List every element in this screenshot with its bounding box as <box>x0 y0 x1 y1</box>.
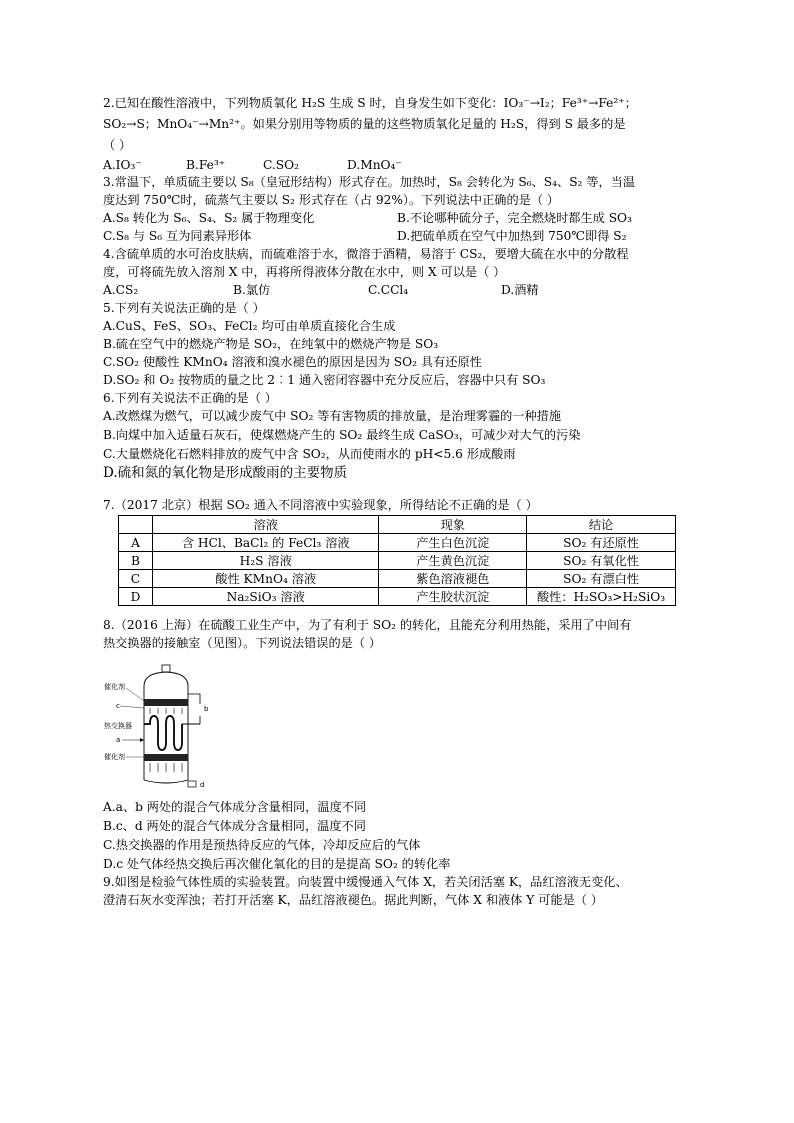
table-row <box>119 588 676 606</box>
q4-stem-line2: 度，可将硫先放入溶剂 X 中，再将所得液体分散在水中，则 X 可以是（ ） <box>103 265 506 279</box>
q8-option-c: C.热交换器的作用是预热待反应的气体，冷却反应后的气体 <box>103 838 421 852</box>
q6-option-c: C.大量燃烧化石燃料排放的废气中含 SO₂，从而使雨水的 pH<5.6 形成酸雨 <box>103 447 516 461</box>
q7-header-conclusion: 结论 <box>527 516 676 534</box>
table-cell: D <box>119 588 153 606</box>
q9-stem-line2: 澄清石灰水变浑浊；若打开活塞 K，品红溶液褪色。据此判断，气体 X 和液体 Y 可能是（ ） <box>103 893 604 907</box>
q9-stem-line1: 9.如图是检验气体性质的实验装置。向装置中缓慢通入气体 X，若关闭活塞 K，品红溶液无变化、 <box>103 875 628 889</box>
q4-option-d: D.酒精 <box>501 283 539 297</box>
q3-option-c: C.S₈ 与 S₆ 互为同素异形体 <box>103 229 252 243</box>
label-catalyst-top: 催化剂 <box>104 683 125 691</box>
q6-option-d: D.硫和氮的氧化物是形成酸雨的主要物质 <box>103 465 348 481</box>
q3-stem-line1: 3.常温下，单质硫主要以 S₈（皇冠形结构）形式存在。加热时，S₈ 会转化为 S₆、S₄、S₂ 等，当温 <box>103 175 636 189</box>
q5-option-c: C.SO₂ 使酸性 KMnO₄ 溶液和溴水褪色的原因是因为 SO₂ 具有还原性 <box>103 355 482 369</box>
q3-option-a: A.S₈ 转化为 S₆、S₄、S₂ 属于物理变化 <box>103 211 315 225</box>
table-cell: H₂S 溶液 <box>152 552 379 570</box>
table-cell: SO₂ 有氧化性 <box>527 552 676 570</box>
label-b: b <box>204 705 209 713</box>
label-d: d <box>200 781 205 789</box>
q2-stem-line1: 2.已知在酸性溶液中，下列物质氧化 H₂S 生成 S 时，自身发生如下变化：IO₃⁻→I₂；Fe³⁺→Fe²⁺； <box>103 96 637 110</box>
label-heat-exchanger: 热交换器 <box>104 722 132 730</box>
table-cell: 含 HCl、BaCl₂ 的 FeCl₃ 溶液 <box>152 534 379 552</box>
q5-option-b: B.硫在空气中的燃烧产物是 SO₂，在纯氧中的燃烧产物是 SO₃ <box>103 337 439 351</box>
q4-stem-line1: 4.含硫单质的水可治皮肤病，而硫难溶于水，微溶于酒精，易溶于 CS₂，要增大硫在水中的分散程 <box>103 247 629 261</box>
label-c: c <box>116 702 120 710</box>
q4-option-c: C.CCl₄ <box>368 283 409 297</box>
label-a: a <box>116 736 121 744</box>
table-cell: 酸性 KMnO₄ 溶液 <box>152 570 379 588</box>
q5-option-a: A.CuS、FeS、SO₃、FeCl₂ 均可由单质直接化合生成 <box>103 319 396 333</box>
q7-stem: 7.（2017 北京）根据 SO₂ 通入不同溶液中实验现象，所得结论不正确的是（ ） <box>103 498 538 512</box>
q7-header-phenomenon: 现象 <box>379 516 527 534</box>
table-cell: A <box>119 534 153 552</box>
q2-option-c: C.SO₂ <box>263 158 299 172</box>
q4-option-a: A.CS₂ <box>103 283 139 297</box>
q8-stem-line2: 热交换器的接触室（见图）。下列说法错误的是（ ） <box>103 636 382 650</box>
q5-stem: 5.下列有关说法正确的是（ ） <box>103 301 265 315</box>
table-cell: 产生胶状沉淀 <box>379 588 527 606</box>
q6-option-a: A.改燃煤为燃气，可以减少废气中 SO₂ 等有害物质的排放量，是治理雾霾的一种措施 <box>103 409 562 423</box>
q2-option-a: A.IO₃⁻ <box>103 158 142 172</box>
q8-option-a: A.a、b 两处的混合气体成分含量相同，温度不同 <box>103 800 367 814</box>
q2-answer-paren: （ ） <box>103 138 132 152</box>
table-row <box>119 570 676 588</box>
table-cell: SO₂ 有还原性 <box>527 534 676 552</box>
q3-stem-line2: 度达到 750℃时，硫蒸气主要以 S₂ 形式存在（占 92%）。下列说法中正确的是（ ） <box>103 193 560 207</box>
table-row <box>119 534 676 552</box>
table-cell: 产生白色沉淀 <box>379 534 527 552</box>
q2-option-d: D.MnO₄⁻ <box>347 158 402 172</box>
q5-option-d: D.SO₂ 和 O₂ 按物质的量之比 2︰1 通入密闭容器中充分反应后，容器中只有 SO₃ <box>103 373 546 387</box>
q6-stem: 6.下列有关说法不正确的是（ ） <box>103 391 277 405</box>
table-cell: SO₂ 有漂白性 <box>527 570 676 588</box>
q3-option-b: B.不论哪种硫分子，完全燃烧时都生成 SO₃ <box>397 211 632 225</box>
q6-option-b: B.向煤中加入适量石灰石，使煤燃烧产生的 SO₂ 最终生成 CaSO₃，可减少对大气的污染 <box>103 428 581 442</box>
table-cell: B <box>119 552 153 570</box>
table-cell: C <box>119 570 153 588</box>
q8-option-b: B.c、d 两处的混合气体成分含量相同，温度不同 <box>103 819 366 833</box>
contact-chamber-diagram <box>104 664 220 796</box>
q7-table-header-row <box>119 516 676 534</box>
q7-header-solution: 溶液 <box>152 516 379 534</box>
q8-stem-line1: 8.（2016 上海）在硫酸工业生产中，为了有利于 SO₂ 的转化，且能充分利用热能，采用了中间有 <box>103 618 632 632</box>
q7-header-label <box>119 516 153 534</box>
table-cell: 产生黄色沉淀 <box>379 552 527 570</box>
q7-table <box>118 515 676 606</box>
q2-option-b: B.Fe³⁺ <box>186 158 226 172</box>
table-cell: 酸性：H₂SO₃>H₂SiO₃ <box>527 588 676 606</box>
q2-stem-line2: SO₂→S；MnO₄⁻→Mn²⁺。如果分别用等物质的量的这些物质氧化足量的 H₂S，得到 S 最多的是 <box>103 117 626 131</box>
q3-option-d: D.把硫单质在空气中加热到 750℃即得 S₂ <box>397 229 627 243</box>
table-cell: Na₂SiO₃ 溶液 <box>152 588 379 606</box>
table-cell: 紫色溶液褪色 <box>379 570 527 588</box>
q8-option-d: D.c 处气体经热交换后再次催化氧化的目的是提高 SO₂ 的转化率 <box>103 857 451 871</box>
table-row <box>119 552 676 570</box>
q4-option-b: B.氯仿 <box>233 283 271 297</box>
label-catalyst-bottom: 催化剂 <box>104 753 125 761</box>
